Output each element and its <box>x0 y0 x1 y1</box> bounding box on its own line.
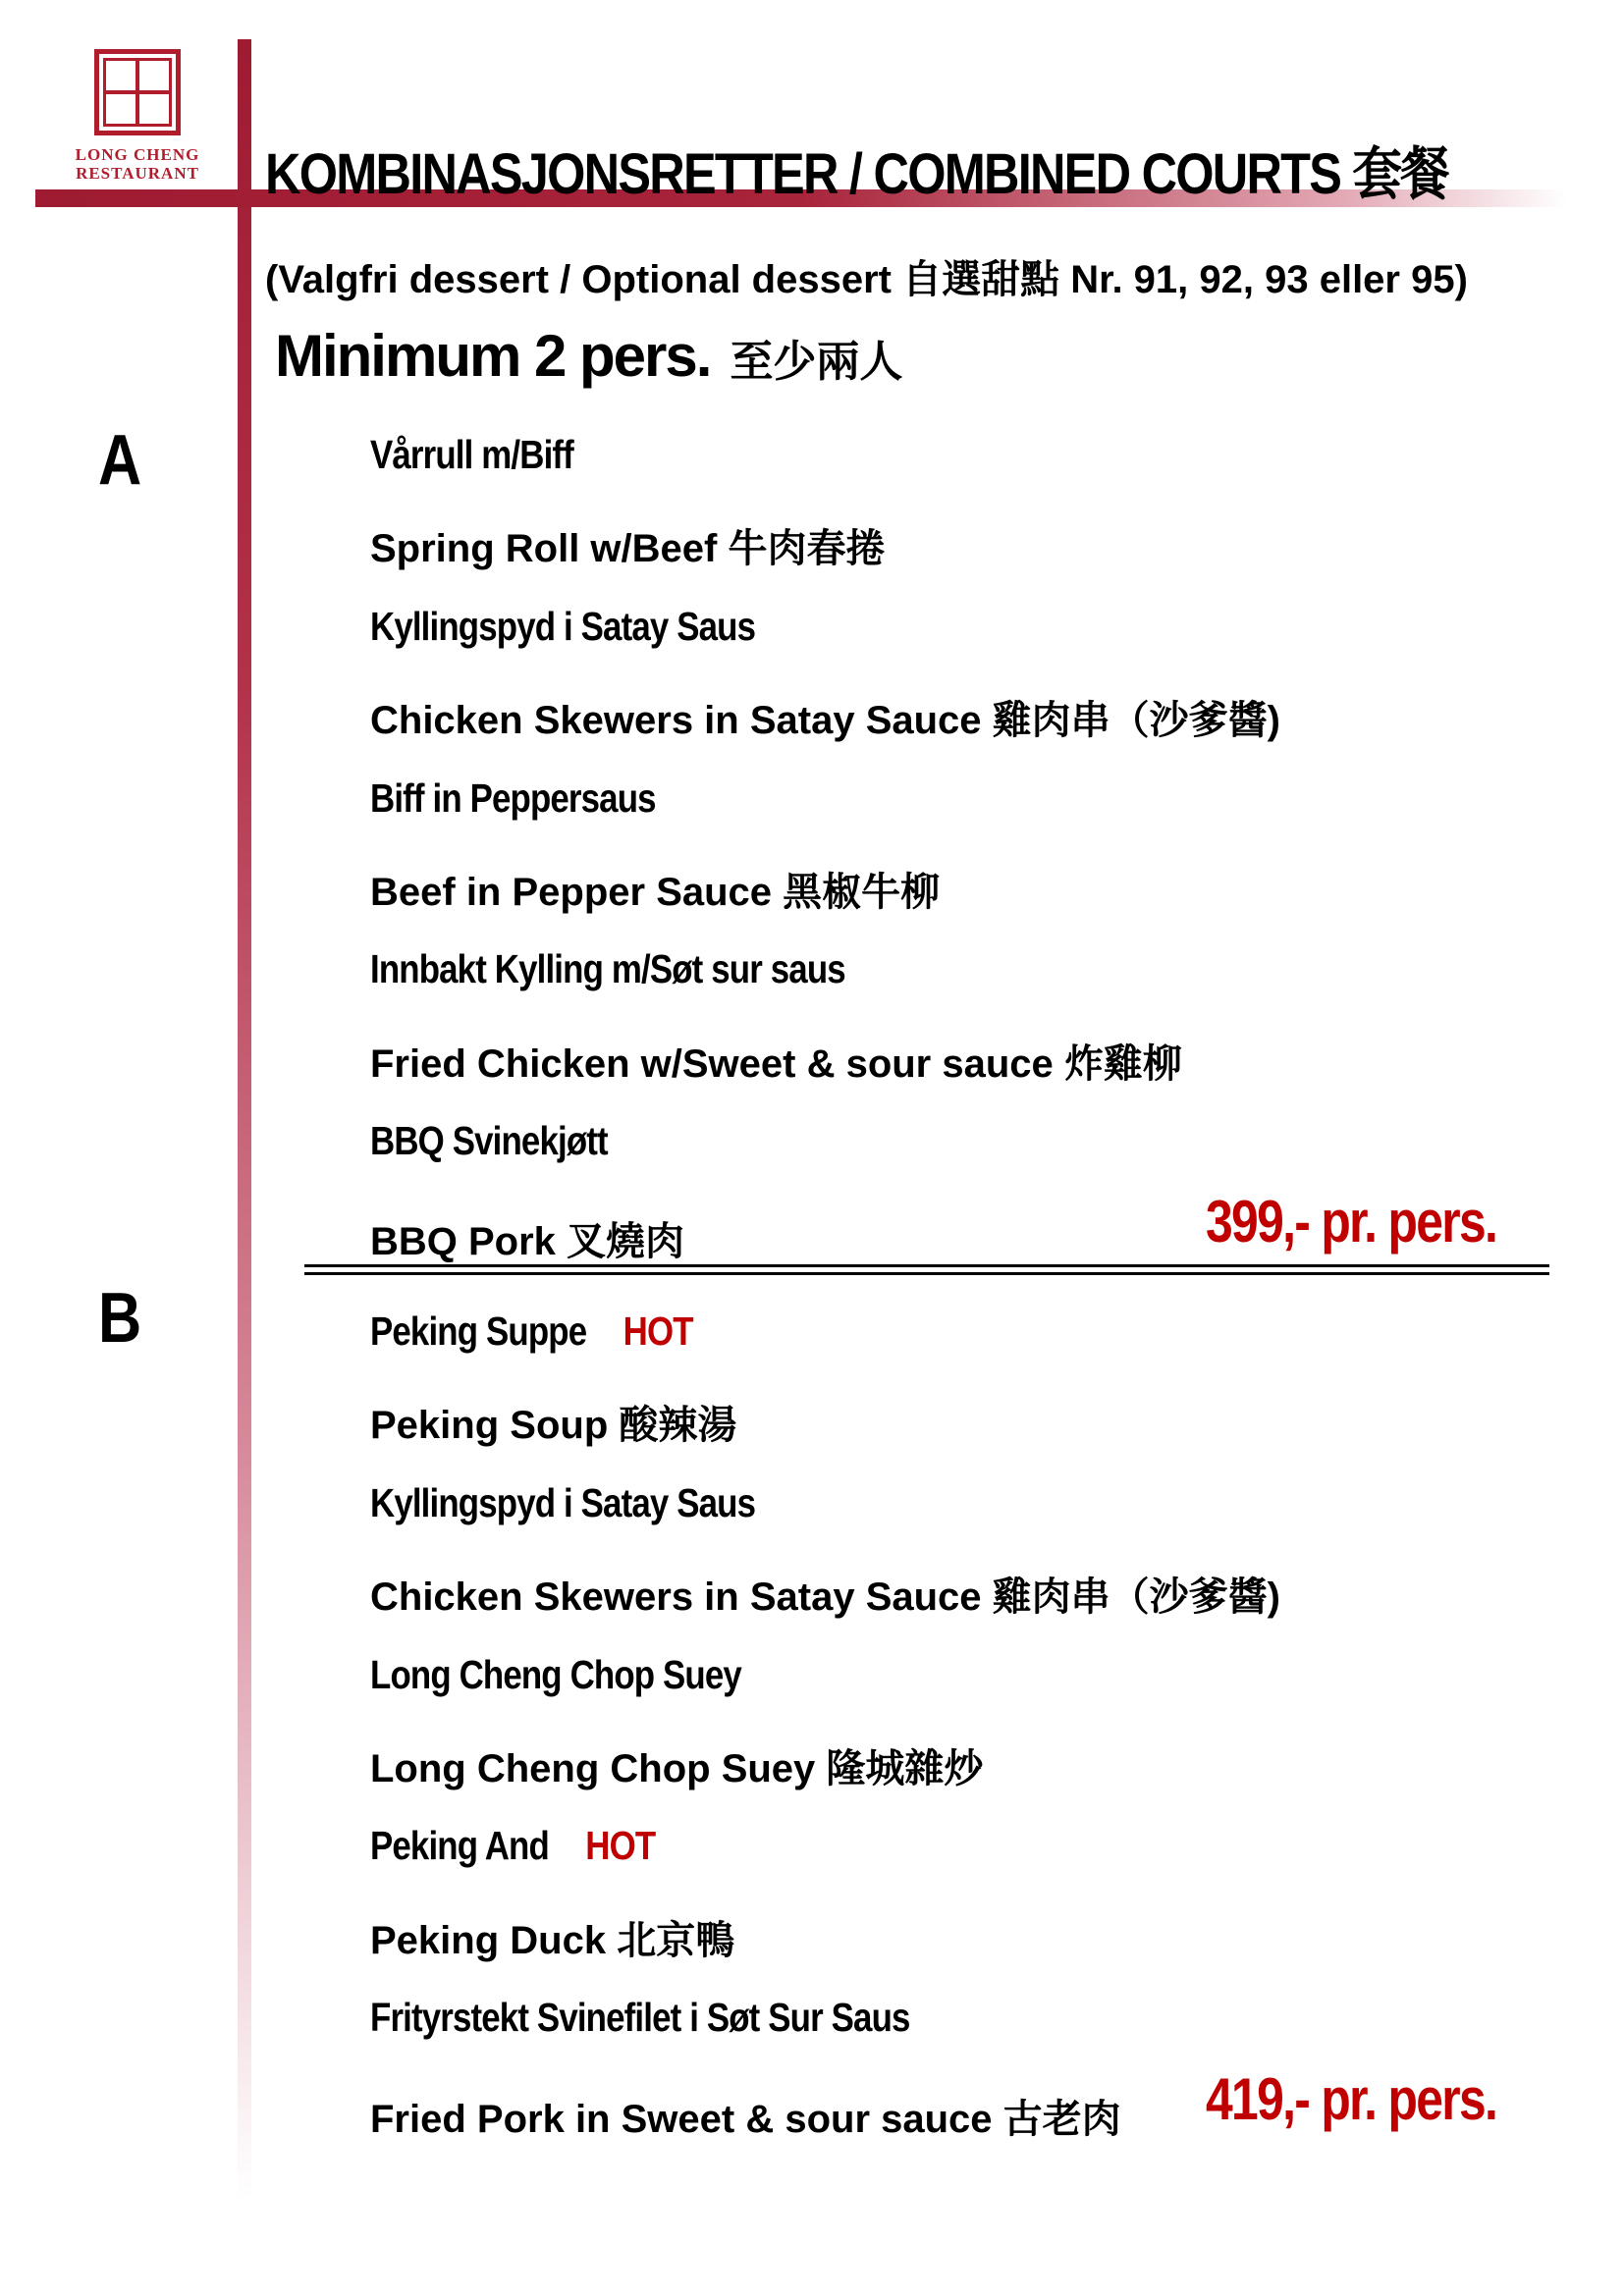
menu-a-item-4-norwegian: Innbakt Kylling m/Søt sur saus <box>370 946 845 991</box>
menu-b-item-5-norwegian: Frityrstekt Svinefilet i Søt Sur Saus <box>370 1995 910 2040</box>
menu-a-item-2-norwegian: Kyllingspyd i Satay Saus <box>370 604 756 649</box>
menu-b-item-4-name: Peking And <box>370 1823 549 1868</box>
menu-a-item-4-english: Fried Chicken w/Sweet & sour sauce 炸雞柳 <box>370 1042 1182 1086</box>
minimum-en: Minimum 2 pers. <box>275 323 711 389</box>
minimum-zh: 至少兩人 <box>730 338 903 386</box>
menu-a-item-5-norwegian: BBQ Svinekjøtt <box>370 1118 608 1163</box>
hot-badge: HOT <box>623 1308 693 1354</box>
menu-a-item-1-norwegian: Vårrull m/Biff <box>370 432 573 477</box>
menu-b-item-4-english: Peking Duck 北京鴨 <box>370 1919 735 1962</box>
vertical-accent-line <box>238 39 251 2199</box>
logo-text <box>59 145 216 183</box>
menu-b-item-4-norwegian <box>370 1823 655 1869</box>
menu-b-letter: B <box>98 1279 142 1358</box>
logo-line-2: RESTAURANT <box>76 164 199 183</box>
hot-badge: HOT <box>585 1823 656 1868</box>
menu-b-item-1-norwegian <box>370 1308 693 1355</box>
menu-b-item-1-english: Peking Soup 酸辣湯 <box>370 1404 737 1447</box>
page-title: KOMBINASJONSRETTER / COMBINED COURTS 套餐 <box>265 142 1448 206</box>
menu-a-item-5-english: BBQ Pork 叉燒肉 <box>370 1220 685 1263</box>
minimum-persons <box>275 322 902 390</box>
menu-b-item-3-norwegian: Long Cheng Chop Suey <box>370 1652 741 1697</box>
logo-line-1: LONG CHENG <box>75 145 200 164</box>
menu-a-letter: A <box>98 421 142 500</box>
dessert-note: (Valgfri dessert / Optional dessert 自選甜點 Nr. 91, 92, 93 eller 95) <box>265 258 1468 301</box>
menu-a-item-3-norwegian: Biff in Peppersaus <box>370 775 656 821</box>
menu-b-item-3-english: Long Cheng Chop Suey 隆城雜炒 <box>370 1747 984 1790</box>
menu-b-item-1-name: Peking Suppe <box>370 1308 587 1354</box>
menu-a-price: 399,- pr. pers. <box>1206 1189 1497 1255</box>
menu-b-price: 419,- pr. pers. <box>1206 2066 1497 2132</box>
menu-divider <box>304 1264 1549 1275</box>
menu-b-item-2-norwegian: Kyllingspyd i Satay Saus <box>370 1480 756 1525</box>
menu-a-item-2-english: Chicken Skewers in Satay Sauce 雞肉串（沙爹醬) <box>370 699 1280 742</box>
menu-b-item-2-english: Chicken Skewers in Satay Sauce 雞肉串（沙爹醬) <box>370 1575 1280 1619</box>
menu-b-item-5-english: Fried Pork in Sweet & sour sauce 古老肉 <box>370 2098 1121 2141</box>
seal-icon <box>94 49 181 135</box>
restaurant-logo <box>59 49 216 183</box>
menu-a-item-3-english: Beef in Pepper Sauce 黑椒牛柳 <box>370 871 941 914</box>
menu-a-item-1-english: Spring Roll w/Beef 牛肉春捲 <box>370 527 886 570</box>
